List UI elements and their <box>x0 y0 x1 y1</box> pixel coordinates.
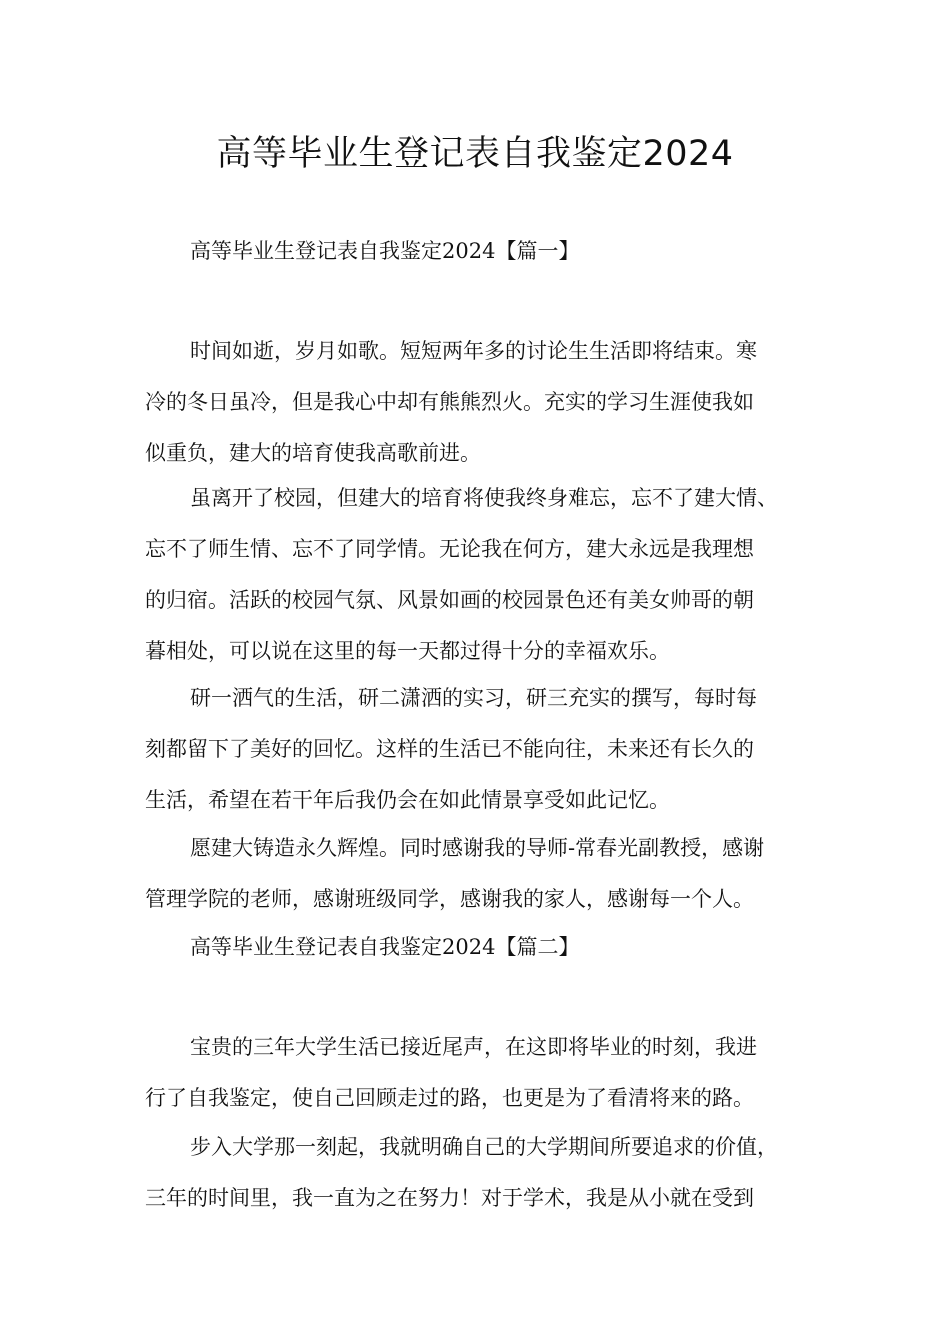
section-heading-2: 高等毕业生登记表自我鉴定2024【篇二】 <box>190 935 580 959</box>
section-heading-1: 高等毕业生登记表自我鉴定2024【篇一】 <box>190 239 580 263</box>
paragraph-line: 宝贵的三年大学生活已接近尾声，在这即将毕业的时刻，我进 <box>190 1035 757 1059</box>
paragraph-line: 步入大学那一刻起，我就明确自己的大学期间所要追求的价值， <box>190 1135 778 1159</box>
paragraph-line: 三年的时间里，我一直为之在努力！对于学术，我是从小就在受到 <box>145 1186 754 1210</box>
paragraph-line: 时间如逝，岁月如歌。短短两年多的讨论生生活即将结束。寒 <box>190 339 757 363</box>
paragraph <box>145 823 817 925</box>
paragraph-line: 生活，希望在若干年后我仍会在如此情景享受如此记忆。 <box>145 788 670 812</box>
paragraph-line: 似重负，建大的培育使我高歌前进。 <box>145 441 481 465</box>
paragraph-line: 忘不了师生情、忘不了同学情。无论我在何方，建大永远是我理想 <box>145 537 754 561</box>
paragraph <box>145 473 817 677</box>
paragraph-line: 刻都留下了美好的回忆。这样的生活已不能向往，未来还有长久的 <box>145 737 754 761</box>
paragraph-line: 冷的冬日虽冷，但是我心中却有熊熊烈火。充实的学习生涯使我如 <box>145 390 754 414</box>
paragraph <box>145 1122 817 1224</box>
paragraph-line: 管理学院的老师，感谢班级同学，感谢我的家人，感谢每一个人。 <box>145 887 754 911</box>
paragraph-line: 虽离开了校园，但建大的培育将使我终身难忘，忘不了建大情、 <box>190 486 778 510</box>
paragraph <box>145 1022 817 1124</box>
paragraph-line: 的归宿。活跃的校园气氛、风景如画的校园景色还有美女帅哥的朝 <box>145 588 754 612</box>
paragraph-line: 研一洒气的生活，研二潇洒的实习，研三充实的撰写，每时每 <box>190 686 757 710</box>
document-title: 高等毕业生登记表自我鉴定2024 <box>216 134 734 174</box>
paragraph-line: 愿建大铸造永久辉煌。同时感谢我的导师-常春光副教授，感谢 <box>190 836 765 860</box>
paragraph <box>145 326 817 479</box>
paragraph <box>145 673 817 826</box>
paragraph-line: 暮相处，可以说在这里的每一天都过得十分的幸福欢乐。 <box>145 639 670 663</box>
paragraph-line: 行了自我鉴定，使自己回顾走过的路，也更是为了看清将来的路。 <box>145 1086 754 1110</box>
